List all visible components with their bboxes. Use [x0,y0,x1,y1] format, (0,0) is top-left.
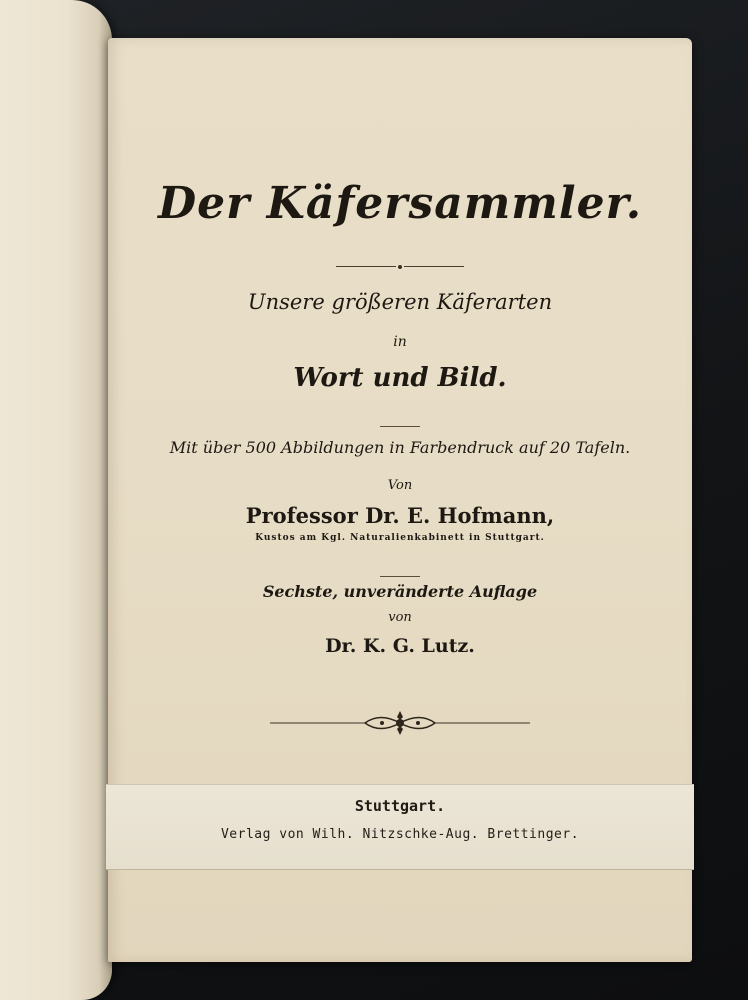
edition-by-label: von [388,610,412,625]
in-word: in [393,334,407,350]
author-role: Kustos am Kgl. Naturalienkabinett in Stuttgart. [255,533,545,543]
subtitle-wort-und-bild: Wort und Bild. [293,363,507,393]
ornament-icon [270,708,530,738]
subtitle: Unsere größeren Käferarten [247,290,553,314]
decorative-ornament [108,708,692,738]
small-ornament-divider [108,256,692,262]
publisher-label [106,784,694,870]
short-rule [108,412,692,431]
imprint-publisher: Verlag von Wilh. Nitzschke-Aug. Brettinger. [220,827,580,842]
author-name: Professor Dr. E. Hofmann, [245,503,555,528]
by-label: Von [387,478,413,493]
title-page [108,38,692,962]
illustrations-note: Mit über 500 Abbildungen in Farbendruck auf 20 Tafeln. [169,438,631,457]
edition-note: Sechste, unveränderte Auflage [262,582,538,601]
left-facing-page [0,0,112,1000]
editor-name: Dr. K. G. Lutz. [325,635,475,657]
short-rule [108,562,692,581]
book-title: Der Käfersammler. [157,178,643,229]
imprint-city: Stuttgart. [354,797,446,815]
